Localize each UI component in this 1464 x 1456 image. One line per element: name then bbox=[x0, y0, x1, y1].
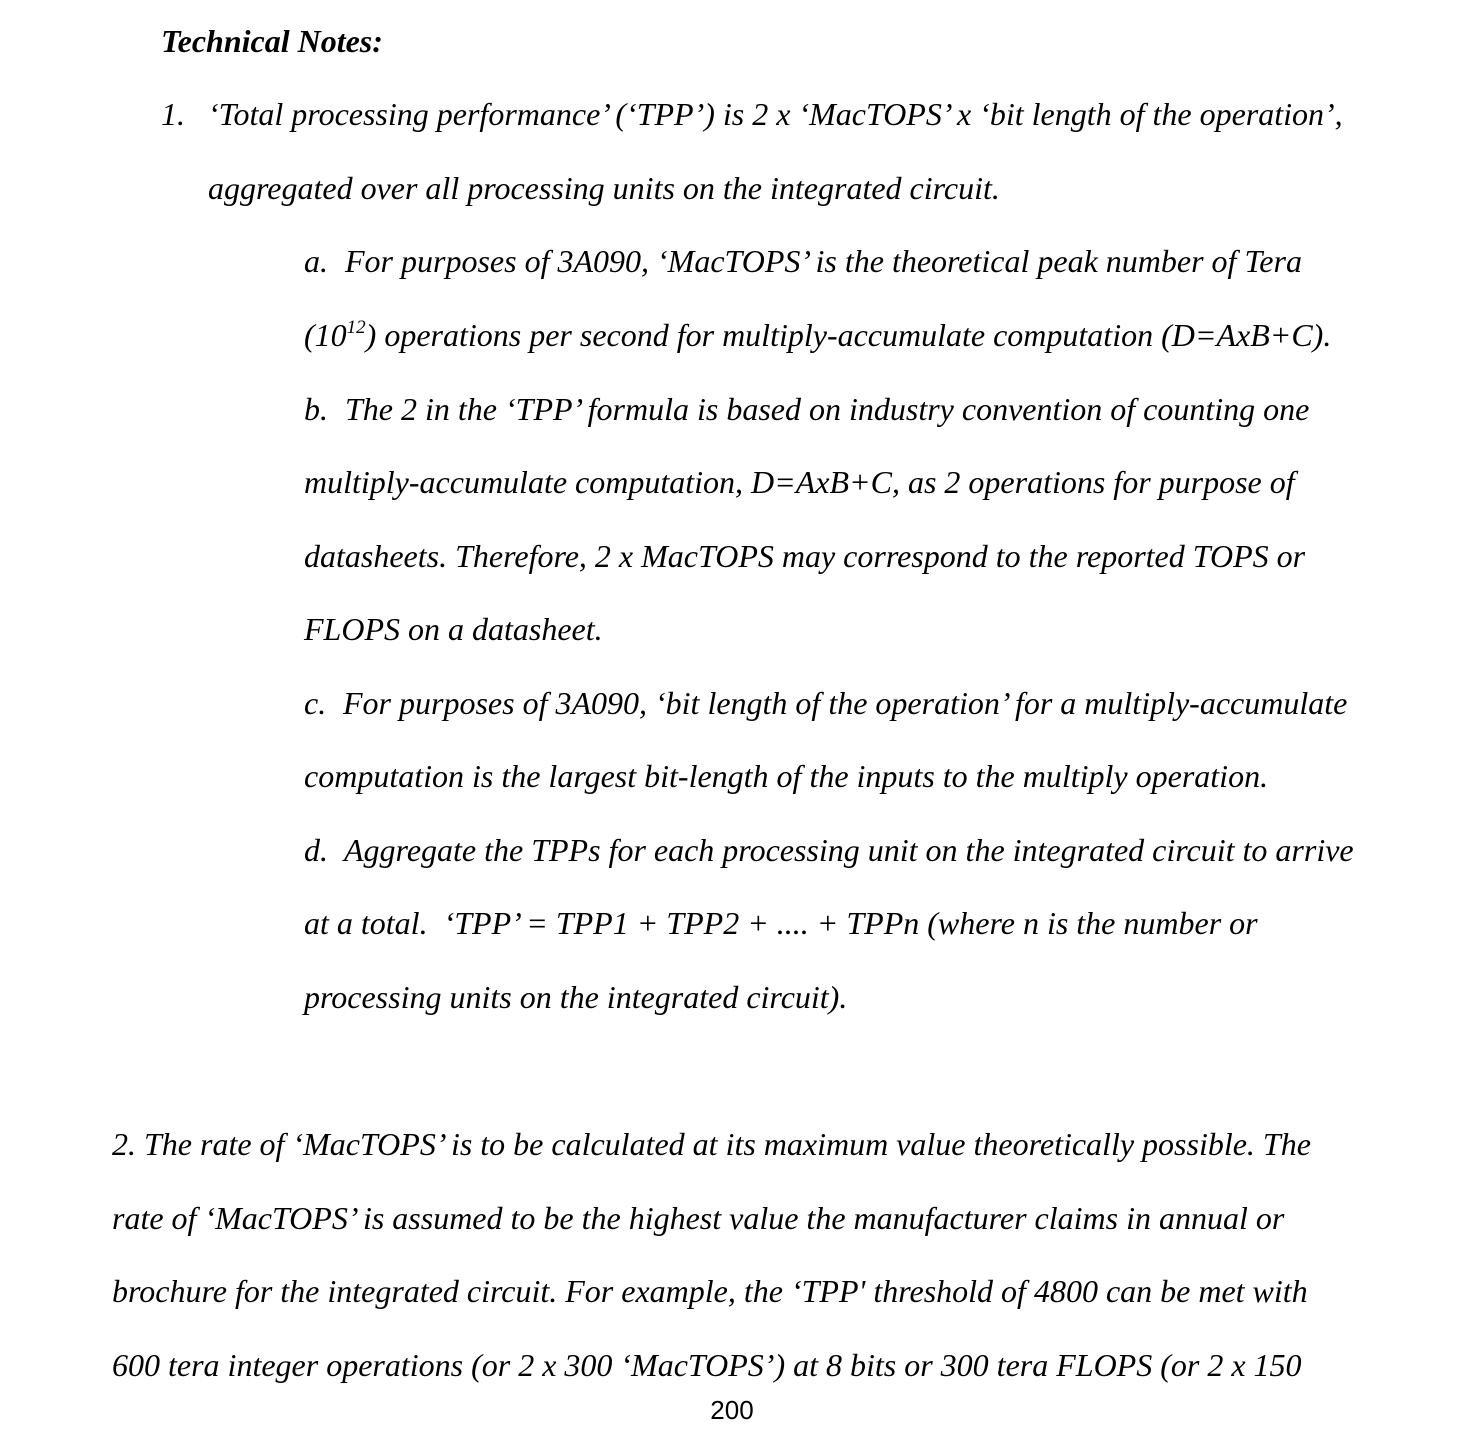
note-1b-text-line-1: The 2 in the ‘TPP’ formula is based on industry convention of counting one bbox=[345, 391, 1310, 427]
note-1c-text-line-1: For purposes of 3A090, ‘bit length of the operation’ for a multiply-accumulate bbox=[343, 685, 1348, 721]
note-1d-line-1 bbox=[304, 830, 1354, 870]
note-1c-marker: c. bbox=[304, 685, 327, 721]
note-1d-marker: d. bbox=[304, 832, 328, 868]
note-1d-line-2: at a total. ‘TPP’ = TPP1 + TPP2 + .... + TPPn (where n is the number or bbox=[304, 905, 1258, 941]
note-2-line-4: 600 tera integer operations (or 2 x 300 ‘MacTOPS’) at 8 bits or 300 tera FLOPS (or 2 x 150 bbox=[112, 1347, 1302, 1383]
note-1a-line-2-post: ) operations per second for multiply-accumulate computation (D=AxB+C). bbox=[365, 317, 1332, 353]
note-1a-line-2-pre: (10 bbox=[304, 317, 347, 353]
note-1-line-1 bbox=[161, 94, 1343, 134]
note-1-number: 1. bbox=[161, 96, 185, 132]
technical-notes-heading: Technical Notes: bbox=[161, 23, 383, 59]
note-2-line-2: rate of ‘MacTOPS’ is assumed to be the highest value the manufacturer claims in annual or bbox=[112, 1200, 1285, 1236]
note-1d-line-3: processing units on the integrated circuit). bbox=[304, 979, 848, 1015]
note-1b-marker: b. bbox=[304, 391, 328, 427]
note-1a-text-line-1: For purposes of 3A090, ‘MacTOPS’ is the theoretical peak number of Tera bbox=[345, 243, 1302, 279]
note-2-line-1: 2. The rate of ‘MacTOPS’ is to be calculated at its maximum value theoretically possible. The bbox=[112, 1126, 1311, 1162]
exponent-superscript: 12 bbox=[346, 317, 366, 338]
note-1-line-2: aggregated over all processing units on the integrated circuit. bbox=[208, 170, 1000, 206]
note-1b-line-4: FLOPS on a datasheet. bbox=[304, 611, 603, 647]
note-1d-text-line-1: Aggregate the TPPs for each processing unit on the integrated circuit to arrive bbox=[344, 832, 1354, 868]
note-1b-line-3: datasheets. Therefore, 2 x MacTOPS may correspond to the reported TOPS or bbox=[304, 538, 1306, 574]
note-1-text-line-1: ‘Total processing performance’ (‘TPP’) is 2 x ‘MacTOPS’ x ‘bit length of the operation’, bbox=[208, 96, 1343, 132]
note-1c-line-1 bbox=[304, 683, 1347, 723]
note-2-line-3: brochure for the integrated circuit. For example, the ‘TPP' threshold of 4800 can be met with bbox=[112, 1273, 1308, 1309]
note-1b-line-2: multiply-accumulate computation, D=AxB+C, as 2 operations for purpose of bbox=[304, 464, 1295, 500]
note-1c-line-2: computation is the largest bit-length of the inputs to the multiply operation. bbox=[304, 758, 1269, 794]
note-1a-line-1 bbox=[304, 241, 1302, 281]
page-number: 200 bbox=[710, 1395, 754, 1425]
note-1b-line-1 bbox=[304, 389, 1309, 429]
note-1a-marker: a. bbox=[304, 243, 328, 279]
note-1a-line-2 bbox=[304, 315, 1331, 355]
